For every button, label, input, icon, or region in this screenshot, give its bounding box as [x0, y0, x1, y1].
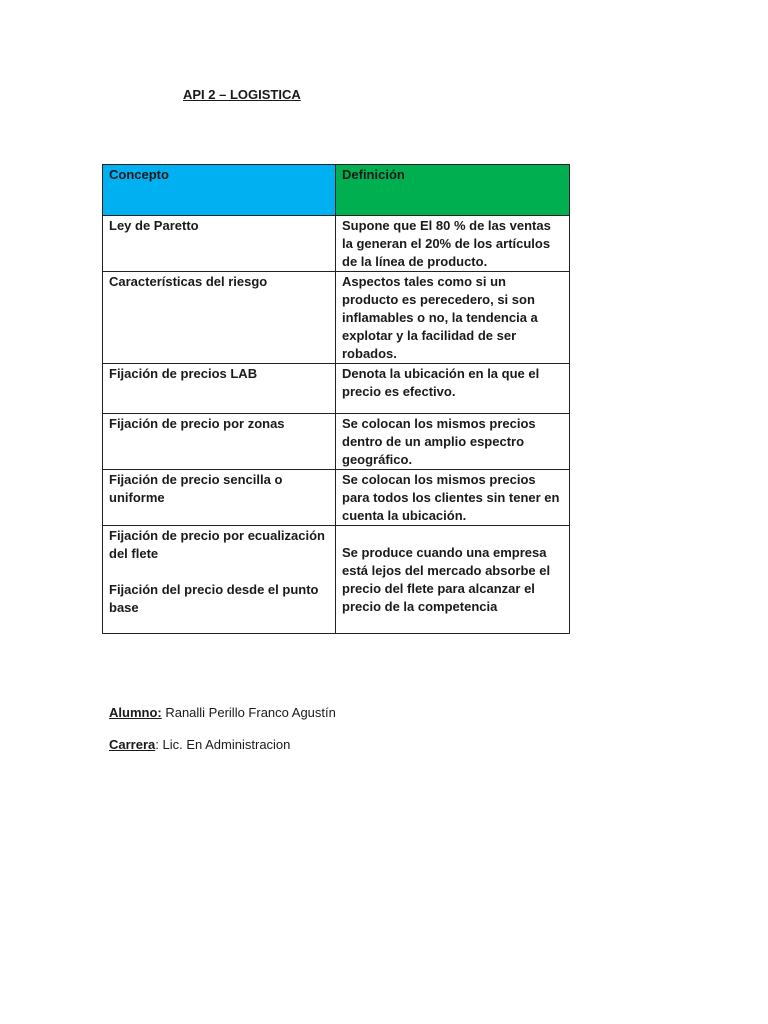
concept-cell: Ley de Paretto: [103, 216, 336, 272]
concept-cell: Fijación de precio sencilla o uniforme: [103, 470, 336, 526]
table-row: [103, 364, 570, 414]
career-separator: :: [155, 737, 159, 752]
table-row: [103, 414, 570, 470]
header-concepto: Concepto: [103, 165, 336, 216]
career-name: Lic. En Administracion: [158, 737, 291, 752]
concepts-table: [102, 164, 570, 634]
concept-line: Fijación del precio desde el punto base: [109, 582, 319, 615]
table-row: [103, 272, 570, 364]
concept-cell: Fijación de precios LAB: [103, 364, 336, 414]
definition-cell: Se produce cuando una empresa está lejos del mercado absorbe el precio del flete para alcanzar el precio de la competencia: [336, 526, 570, 634]
table-row: [103, 216, 570, 272]
spacer: [109, 563, 329, 581]
header-definicion: Definición: [336, 165, 570, 216]
definition-cell: Aspectos tales como si un producto es perecedero, si son inflamables o no, la tendencia a explotar y la facilidad de ser robados.: [336, 272, 570, 364]
student-label: Alumno:: [109, 705, 162, 720]
definition-cell: Se colocan los mismos precios dentro de un amplio espectro geográfico.: [336, 414, 570, 470]
table-row: [103, 526, 570, 634]
definition-cell: Se colocan los mismos precios para todos los clientes sin tener en cuenta la ubicación.: [336, 470, 570, 526]
table-header-row: [103, 165, 570, 216]
student-name: Ranalli Perillo Franco Agustín: [161, 705, 336, 720]
table-row: [103, 470, 570, 526]
definition-cell: Supone que El 80 % de las ventas la generan el 20% de los artículos de la línea de producto.: [336, 216, 570, 272]
concept-cell: [103, 526, 336, 634]
career-label: Carrera: [109, 737, 156, 752]
concept-line: Fijación de precio por ecualización del flete: [109, 528, 325, 561]
concept-cell: Fijación de precio por zonas: [103, 414, 336, 470]
career-line: [109, 737, 290, 752]
concept-cell: Características del riesgo: [103, 272, 336, 364]
student-line: [109, 705, 336, 720]
document-title: API 2 – LOGISTICA: [183, 87, 301, 102]
definition-cell: Denota la ubicación en la que el precio es efectivo.: [336, 364, 570, 414]
